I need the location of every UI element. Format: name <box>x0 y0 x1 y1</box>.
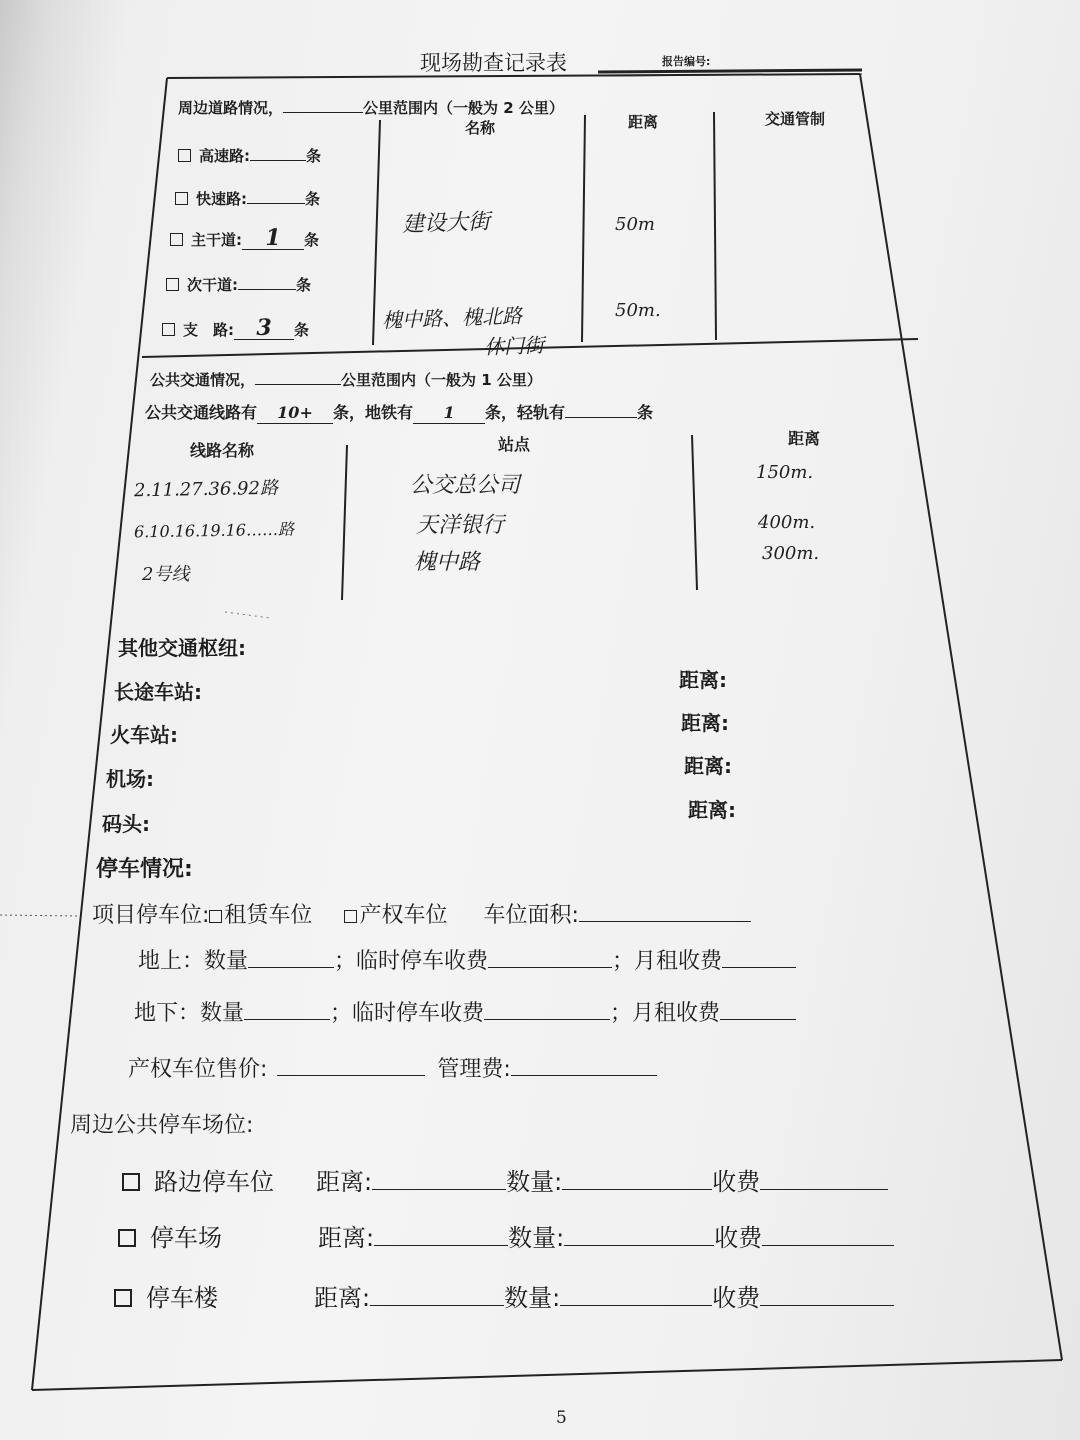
road-row-expressway: 快速路: 条 <box>175 187 320 209</box>
road-row-arterial: 主干道: 1 条 <box>170 229 319 250</box>
report-number-label: 报告编号: <box>662 55 711 68</box>
transit-station-1: 公交总公司 <box>410 473 521 498</box>
page-number: 5 <box>556 1408 567 1428</box>
checkbox-arterial[interactable] <box>170 233 183 246</box>
checkbox-lease-space[interactable] <box>209 910 222 923</box>
hub-train-station: 火车站: <box>110 723 178 747</box>
form-title: 现场勘查记录表 <box>420 51 567 75</box>
transit-line-1: 2.11.27.36.92路 <box>133 477 279 502</box>
public-parking-roadside: 路边停车位 距离: 数量: 收费 <box>122 1162 888 1197</box>
public-parking-lot: 停车场 距离: 数量: 收费 <box>118 1218 894 1253</box>
road-row-highway: 高速路: 条 <box>178 144 321 166</box>
parking-heading: 停车情况: <box>96 857 193 882</box>
checkbox-owned-space[interactable] <box>344 910 357 923</box>
hub-port: 码头: <box>102 812 150 836</box>
transit-distance-1: 150m. <box>756 462 814 483</box>
roads-range-blank <box>283 96 363 113</box>
below-ground-row: 地下：数量 ；临时停车收费 ；月租收费 <box>134 996 796 1027</box>
hubs-heading: 其他交通枢纽: <box>118 636 246 660</box>
transit-line-3: 2号线 <box>142 564 190 585</box>
project-parking-row: 项目停车位: 租赁车位 产权车位 车位面积: <box>92 898 751 929</box>
hub-train-distance: 距离: <box>681 711 729 735</box>
transit-line-counts: 公共交通线路有 10+ 条，地铁有 1 条，轻轨有 条 <box>145 403 654 422</box>
transit-line-2: 6.10.16.19.16……路 <box>133 519 295 542</box>
hub-port-distance: 距离: <box>688 798 736 822</box>
checkbox-roadside[interactable] <box>122 1173 140 1191</box>
road-row-branch: 支 路: 3 条 <box>162 319 309 340</box>
branch-road-distance: 50m. <box>615 300 661 321</box>
owned-space-price-row: 产权车位售价: 管理费: <box>128 1052 657 1083</box>
branch-road-name-line2: 休门街 <box>483 332 545 360</box>
branch-road-names: 槐中路、槐北路 <box>381 303 523 333</box>
above-ground-row: 地上：数量 ；临时停车收费 ；月租收费 <box>138 944 796 975</box>
roads-col-traffic-control: 交通管制 <box>765 110 826 128</box>
transit-station-3: 槐中路 <box>414 550 481 575</box>
transit-range-blank <box>255 368 341 385</box>
bus-lines-count: 10+ <box>257 403 333 424</box>
space-area-blank <box>579 905 751 922</box>
metro-count: 1 <box>413 403 485 424</box>
transit-heading: 公共交通情况， 公里范围内（一般为 1 公里） <box>150 368 542 390</box>
checkbox-parking-garage[interactable] <box>114 1289 132 1307</box>
transit-col-station: 站点 <box>498 435 531 454</box>
lightrail-count-blank <box>565 401 637 418</box>
road-row-secondary: 次干道: 条 <box>166 273 311 295</box>
branch-count: 3 <box>234 319 294 340</box>
transit-col-line: 线路名称 <box>190 441 255 460</box>
public-parking-heading: 周边公共停车场位: <box>70 1113 254 1138</box>
roads-col-name: 名称 <box>465 119 496 137</box>
checkbox-secondary[interactable] <box>166 278 179 291</box>
transit-distance-2: 400m. <box>758 512 816 533</box>
roads-heading: 周边道路情况， 公里范围内（一般为 2 公里） <box>178 96 564 118</box>
arterial-road-name: 建设大街 <box>401 209 491 238</box>
transit-col-distance: 距离 <box>788 429 821 448</box>
hub-airport-distance: 距离: <box>684 754 732 778</box>
checkbox-highway[interactable] <box>178 149 191 162</box>
checkbox-expressway[interactable] <box>175 192 188 205</box>
arterial-road-distance: 50m <box>615 214 655 235</box>
arterial-count: 1 <box>242 229 304 250</box>
hub-coach-station: 长途车站: <box>114 680 202 704</box>
checkbox-parking-lot[interactable] <box>118 1229 136 1247</box>
transit-station-2: 天洋银行 <box>416 513 505 538</box>
roads-col-distance: 距离 <box>628 113 659 131</box>
hub-airport: 机场: <box>106 767 154 791</box>
transit-distance-3: 300m. <box>762 543 820 564</box>
public-parking-garage: 停车楼 距离: 数量: 收费 <box>114 1278 894 1313</box>
hub-coach-distance: 距离: <box>679 668 727 692</box>
checkbox-branch[interactable] <box>162 323 175 336</box>
